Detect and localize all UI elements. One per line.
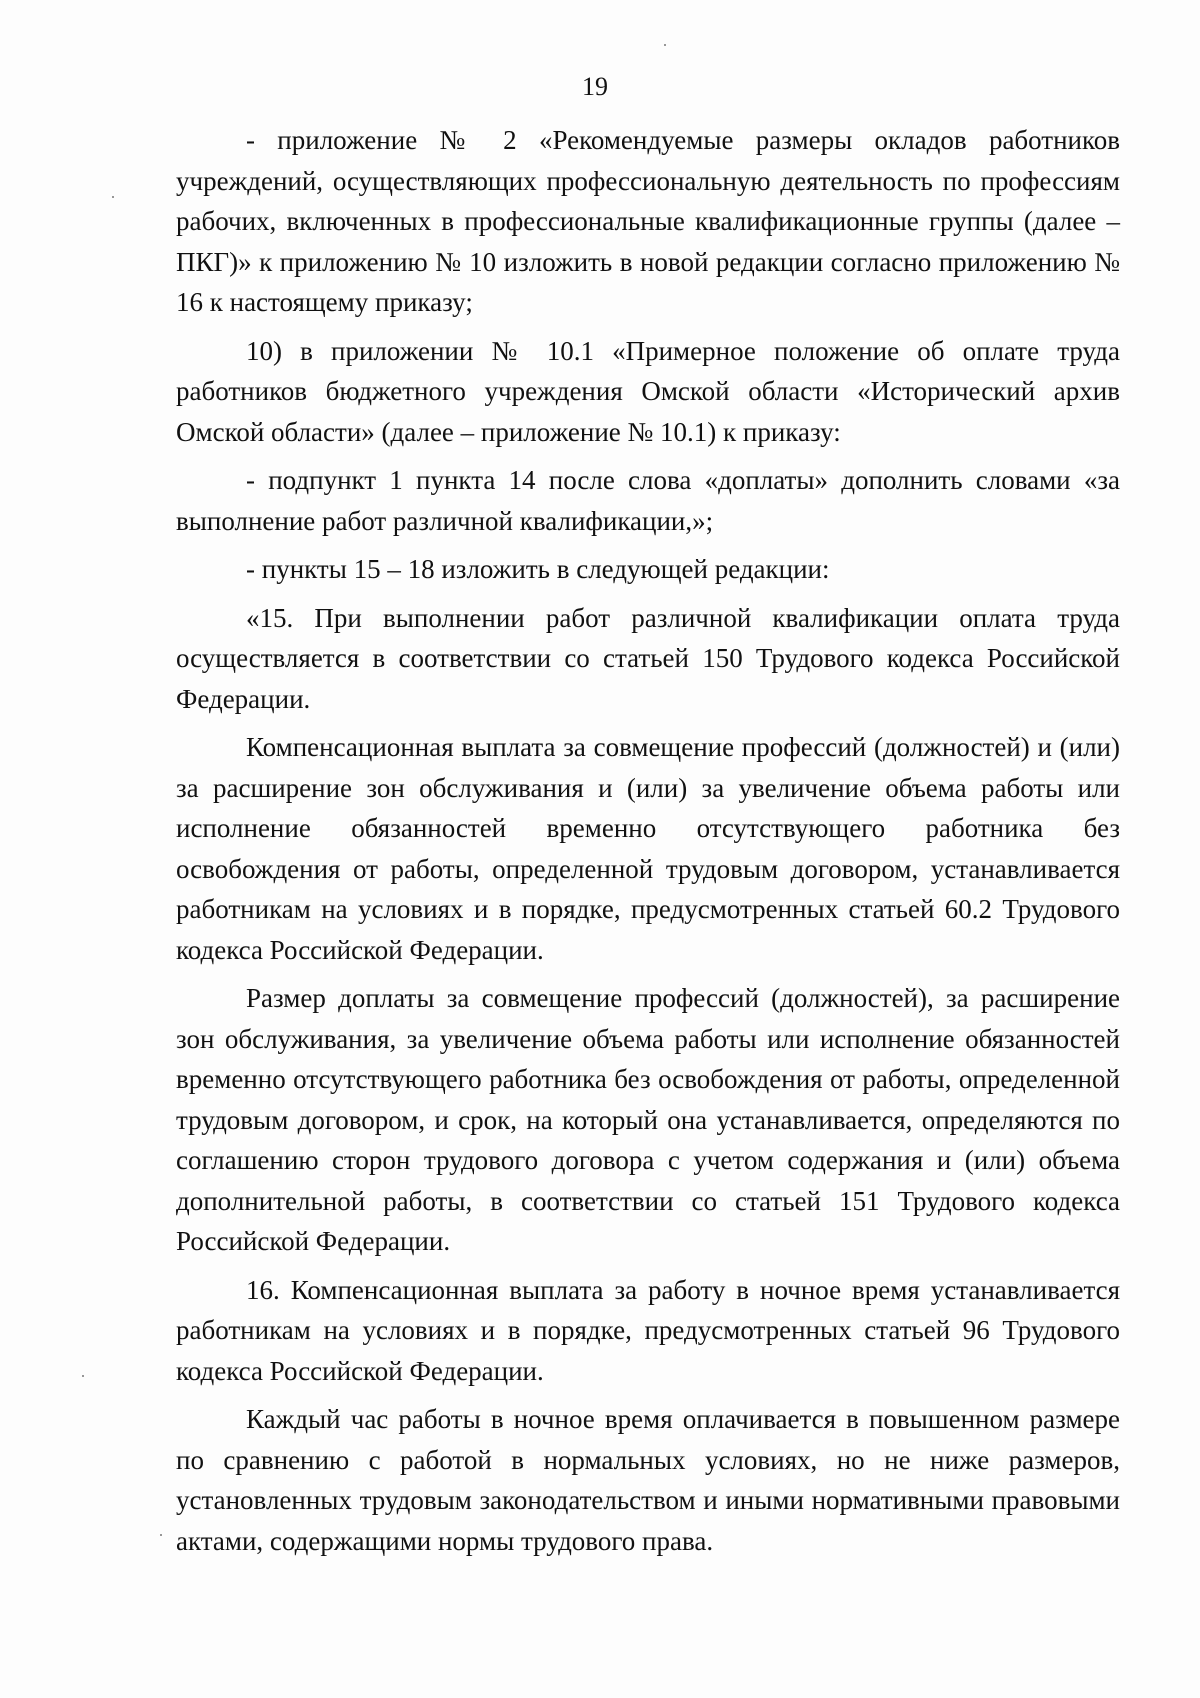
- scan-speck: [160, 1534, 162, 1536]
- page-number: 19: [582, 72, 608, 101]
- scan-speck: [112, 196, 114, 198]
- paragraph-item-10: 10) в приложении № 10.1 «Примерное положение об оплате труда работников бюджетного учреждения Омской области «Исторический архив Омской области» (далее – приложение № 10.1) к приказу:: [176, 335, 1120, 447]
- paragraph-clause-15: «15. При выполнении работ различной квалификации оплата труда осуществляется в соответствии со статьей 150 Трудового кодекса Российской Федерации.: [176, 602, 1120, 714]
- paragraph-night-hours: Каждый час работы в ночное время оплачивается в повышенном размере по сравнению с работой в нормальных условиях, но не ниже размеров, установленных трудовым законодательством и иными нормативными правовыми актами, содержащими нормы трудового права.: [176, 1404, 1120, 1556]
- paragraph-clause-16: 16. Компенсационная выплата за работу в ночное время устанавливается работникам на условиях и в порядке, предусмотренных статьей 96 Трудового кодекса Российской Федерации.: [176, 1274, 1120, 1386]
- paragraph-subitem-14: - подпункт 1 пункта 14 после слова «доплаты» дополнить словами «за выполнение работ различной квалификации,»;: [176, 465, 1120, 536]
- scan-speck: [82, 1375, 84, 1377]
- document-body: [176, 120, 1120, 1561]
- paragraph-items-15-18: - пункты 15 – 18 изложить в следующей редакции:: [246, 554, 830, 584]
- scan-speck: [664, 44, 666, 46]
- paragraph-surcharge-size: Размер доплаты за совмещение профессий (должностей), за расширение зон обслуживания, за увеличение объема работы или исполнение обязанностей временно отсутствующего работника без освобождения от работы, определенной трудовым договором, и срок, на который она устанавливается, определяются по соглашению сторон трудового договора с учетом содержания и (или) объема дополнительной работы, в соответствии со статьей 151 Трудового кодекса Российской Федерации.: [176, 983, 1120, 1256]
- paragraph-appendix-2: - приложение № 2 «Рекомендуемые размеры окладов работников учреждений, осуществляющих профессиональную деятельность по профессиям рабочих, включенных в профессиональные квалификационные группы (далее – ПКГ)» к приложению № 10 изложить в новой редакции согласно приложению № 16 к настоящему приказу;: [176, 125, 1120, 317]
- paragraph-compensation-combination: Компенсационная выплата за совмещение профессий (должностей) и (или) за расширение зон обслуживания и (или) за увеличение объема работы или исполнение обязанностей временно отсутствующего работника без освобождения от работы, определенной трудовым договором, устанавливается работникам на условиях и в порядке, предусмотренных статьей 60.2 Трудового кодекса Российской Федерации.: [176, 732, 1120, 965]
